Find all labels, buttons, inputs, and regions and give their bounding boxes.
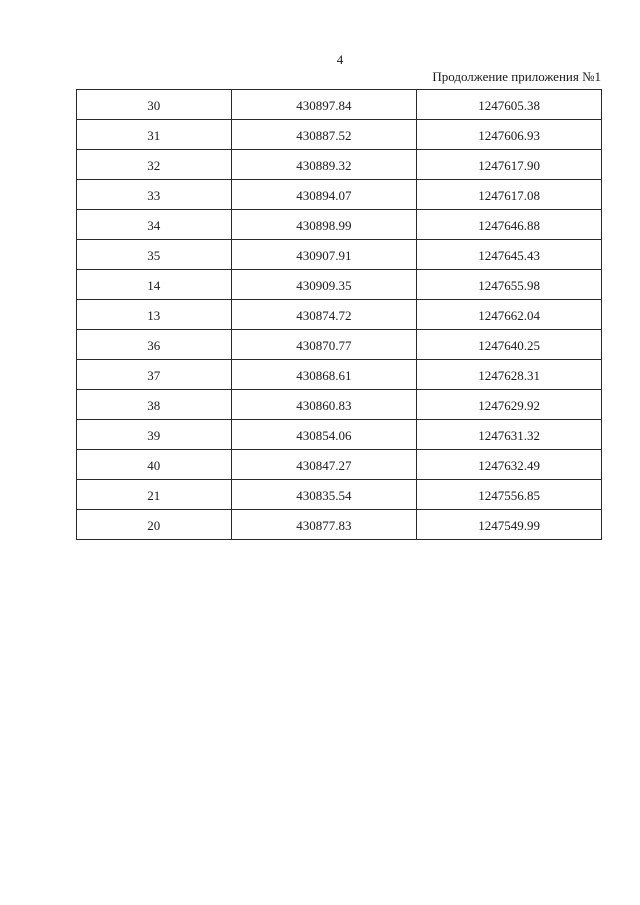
table-row — [77, 480, 602, 510]
x-coordinate-cell: 430894.07 — [231, 180, 417, 210]
y-coordinate-cell: 1247646.88 — [417, 210, 602, 240]
x-coordinate-cell: 430874.72 — [231, 300, 417, 330]
y-coordinate-cell: 1247629.92 — [417, 390, 602, 420]
table-row — [77, 510, 602, 540]
x-coordinate-cell: 430887.52 — [231, 120, 417, 150]
point-number-cell: 31 — [77, 120, 232, 150]
x-coordinate-cell: 430847.27 — [231, 450, 417, 480]
point-number-cell: 33 — [77, 180, 232, 210]
point-number-cell: 20 — [77, 510, 232, 540]
point-number-cell: 35 — [77, 240, 232, 270]
y-coordinate-cell: 1247617.08 — [417, 180, 602, 210]
y-coordinate-cell: 1247632.49 — [417, 450, 602, 480]
x-coordinate-cell: 430889.32 — [231, 150, 417, 180]
point-number-cell: 32 — [77, 150, 232, 180]
y-coordinate-cell: 1247628.31 — [417, 360, 602, 390]
table-row — [77, 330, 602, 360]
coordinates-table — [76, 89, 602, 540]
coordinates-table-body — [77, 90, 602, 540]
table-row — [77, 450, 602, 480]
x-coordinate-cell: 430898.99 — [231, 210, 417, 240]
x-coordinate-cell: 430909.35 — [231, 270, 417, 300]
y-coordinate-cell: 1247556.85 — [417, 480, 602, 510]
table-row — [77, 270, 602, 300]
x-coordinate-cell: 430870.77 — [231, 330, 417, 360]
y-coordinate-cell: 1247605.38 — [417, 90, 602, 120]
y-coordinate-cell: 1247645.43 — [417, 240, 602, 270]
table-row — [77, 120, 602, 150]
x-coordinate-cell: 430860.83 — [231, 390, 417, 420]
table-row — [77, 390, 602, 420]
point-number-cell: 21 — [77, 480, 232, 510]
y-coordinate-cell: 1247640.25 — [417, 330, 602, 360]
point-number-cell: 37 — [77, 360, 232, 390]
y-coordinate-cell: 1247549.99 — [417, 510, 602, 540]
x-coordinate-cell: 430877.83 — [231, 510, 417, 540]
table-row — [77, 210, 602, 240]
table-row — [77, 150, 602, 180]
table-row — [77, 180, 602, 210]
point-number-cell: 40 — [77, 450, 232, 480]
point-number-cell: 34 — [77, 210, 232, 240]
page-number: 4 — [336, 52, 344, 67]
point-number-cell: 13 — [77, 300, 232, 330]
table-row — [77, 300, 602, 330]
x-coordinate-cell: 430854.06 — [231, 420, 417, 450]
table-row — [77, 240, 602, 270]
point-number-cell: 36 — [77, 330, 232, 360]
y-coordinate-cell: 1247606.93 — [417, 120, 602, 150]
point-number-cell: 14 — [77, 270, 232, 300]
x-coordinate-cell: 430868.61 — [231, 360, 417, 390]
x-coordinate-cell: 430897.84 — [231, 90, 417, 120]
point-number-cell: 39 — [77, 420, 232, 450]
y-coordinate-cell: 1247655.98 — [417, 270, 602, 300]
y-coordinate-cell: 1247631.32 — [417, 420, 602, 450]
point-number-cell: 30 — [77, 90, 232, 120]
y-coordinate-cell: 1247617.90 — [417, 150, 602, 180]
table-row — [77, 90, 602, 120]
table-row — [77, 420, 602, 450]
x-coordinate-cell: 430835.54 — [231, 480, 417, 510]
table-row — [77, 360, 602, 390]
point-number-cell: 38 — [77, 390, 232, 420]
y-coordinate-cell: 1247662.04 — [417, 300, 602, 330]
x-coordinate-cell: 430907.91 — [231, 240, 417, 270]
appendix-continuation-note: Продолжение приложения №1 — [432, 69, 601, 84]
